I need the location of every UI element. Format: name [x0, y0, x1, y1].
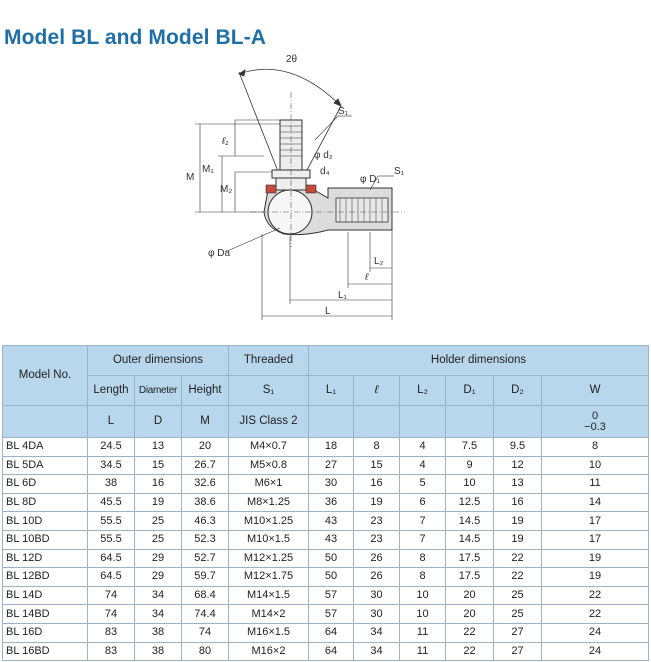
diameter-cell: 29 [135, 549, 182, 568]
table-row [3, 456, 649, 475]
model-no-cell: BL 5DA [3, 456, 88, 475]
model-blank-cell [3, 406, 88, 438]
phi-d1-label: φ D₁ [360, 174, 380, 185]
page-title: Model BL and Model BL-A [4, 26, 267, 49]
w-cell: 24 [542, 642, 649, 661]
l1-cell: 50 [309, 549, 354, 568]
d4-label: d₄ [320, 166, 330, 177]
diameter-cell: 16 [135, 475, 182, 494]
d2-cell: 22 [494, 568, 542, 587]
thread-cell: M6×1 [229, 475, 309, 494]
length-cell: 45.5 [88, 493, 135, 512]
w-cell: 10 [542, 456, 649, 475]
table-row [3, 512, 649, 531]
l2-cell: 7 [400, 512, 446, 531]
technical-drawing [180, 52, 420, 328]
d2-cell: 9.5 [494, 438, 542, 457]
thread-cell: M4×0.7 [229, 438, 309, 457]
d1-cell: 17.5 [446, 568, 494, 587]
table-row [3, 586, 649, 605]
ell-label: ℓ [365, 272, 369, 283]
w-cell: 19 [542, 549, 649, 568]
ell-blank-cell [354, 406, 400, 438]
diameter-cell: 25 [135, 530, 182, 549]
model-no-cell: BL 14D [3, 586, 88, 605]
table-row [3, 549, 649, 568]
d2-cell: 27 [494, 623, 542, 642]
length-cell: 34.5 [88, 456, 135, 475]
s1-side-label: S₁ [394, 166, 405, 177]
w-cell: 22 [542, 605, 649, 624]
d2-cell: 19 [494, 512, 542, 531]
l1-cell: 30 [309, 475, 354, 494]
w-cell: 24 [542, 623, 649, 642]
d1-blank-cell [446, 406, 494, 438]
l1-cell: 50 [309, 568, 354, 587]
length-cell: 83 [88, 623, 135, 642]
l1-cell: 36 [309, 493, 354, 512]
length-cell: 64.5 [88, 549, 135, 568]
height-cell: 68.4 [182, 586, 229, 605]
thread-cell: M5×0.8 [229, 456, 309, 475]
thread-cell: M14×2 [229, 605, 309, 624]
l2-header: L₂ [400, 376, 446, 406]
height-header: Height [182, 376, 229, 406]
d2-cell: 25 [494, 586, 542, 605]
table-row [3, 475, 649, 494]
l1-label: L₁ [338, 290, 347, 301]
angle-label: 2θ [286, 54, 298, 65]
diameter-cell: 15 [135, 456, 182, 475]
model-no-cell: BL 16D [3, 623, 88, 642]
l1-cell: 18 [309, 438, 354, 457]
d1-cell: 22 [446, 642, 494, 661]
d2-cell: 22 [494, 549, 542, 568]
height-cell: 80 [182, 642, 229, 661]
d1-cell: 20 [446, 605, 494, 624]
ell-cell: 26 [354, 568, 400, 587]
model-no-cell: BL 4DA [3, 438, 88, 457]
d1-cell: 22 [446, 623, 494, 642]
ell-cell: 26 [354, 549, 400, 568]
w-tolerance [542, 406, 649, 438]
height-cell: 74.4 [182, 605, 229, 624]
diameter-cell: 13 [135, 438, 182, 457]
height-cell: 59.7 [182, 568, 229, 587]
length-cell: 74 [88, 586, 135, 605]
dimensions-table [2, 345, 649, 661]
d1-cell: 10 [446, 475, 494, 494]
l2-cell: 4 [400, 456, 446, 475]
table-row [3, 493, 649, 512]
diameter-cell: 19 [135, 493, 182, 512]
height-cell: 26.7 [182, 456, 229, 475]
symbol-d: D [135, 406, 182, 438]
model-no-cell: BL 12D [3, 549, 88, 568]
w-cell: 22 [542, 586, 649, 605]
table-row [3, 438, 649, 457]
w-cell: 19 [542, 568, 649, 587]
w-tolerance-upper: 0 [591, 409, 599, 422]
thread-cell: M8×1.25 [229, 493, 309, 512]
length-cell: 64.5 [88, 568, 135, 587]
l1-cell: 43 [309, 512, 354, 531]
w-cell: 14 [542, 493, 649, 512]
threaded-header: Threaded [229, 346, 309, 376]
model-no-cell: BL 12BD [3, 568, 88, 587]
model-no-cell: BL 8D [3, 493, 88, 512]
d1-cell: 9 [446, 456, 494, 475]
w-cell: 11 [542, 475, 649, 494]
d2-cell: 13 [494, 475, 542, 494]
w-cell: 8 [542, 438, 649, 457]
m-label: M [186, 172, 195, 183]
thread-cell: M16×2 [229, 642, 309, 661]
d2-blank-cell [494, 406, 542, 438]
model-no-cell: BL 16BD [3, 642, 88, 661]
length-cell: 74 [88, 605, 135, 624]
ell-cell: 23 [354, 512, 400, 531]
d1-cell: 20 [446, 586, 494, 605]
l2-cell: 11 [400, 623, 446, 642]
l2-cell: 8 [400, 568, 446, 587]
jis-class-label: JIS Class 2 [229, 406, 309, 438]
diameter-header: Diameter [135, 376, 182, 406]
l1-cell: 57 [309, 605, 354, 624]
l1-cell: 27 [309, 456, 354, 475]
ell-cell: 8 [354, 438, 400, 457]
table-row [3, 605, 649, 624]
d2-header: D₂ [494, 376, 542, 406]
model-no-cell: BL 10BD [3, 530, 88, 549]
height-cell: 32.6 [182, 475, 229, 494]
l2-cell: 11 [400, 642, 446, 661]
height-cell: 74 [182, 623, 229, 642]
symbol-m: M [182, 406, 229, 438]
ell1-label: ℓ₁ [222, 136, 229, 147]
thread-cell: M12×1.25 [229, 549, 309, 568]
l1-header: L₁ [309, 376, 354, 406]
table-row [3, 568, 649, 587]
l2-cell: 8 [400, 549, 446, 568]
d2-cell: 25 [494, 605, 542, 624]
table-body [3, 438, 649, 661]
symbol-l: L [88, 406, 135, 438]
phi-d2-label: φ d₂ [314, 150, 333, 161]
d2-cell: 19 [494, 530, 542, 549]
l2-cell: 6 [400, 493, 446, 512]
model-no-cell: BL 14BD [3, 605, 88, 624]
l1-blank-cell [309, 406, 354, 438]
l2-blank-cell [400, 406, 446, 438]
d2-cell: 27 [494, 642, 542, 661]
w-cell: 17 [542, 512, 649, 531]
s1-header: S₁ [229, 376, 309, 406]
w-header: W [542, 376, 649, 406]
ell-cell: 34 [354, 642, 400, 661]
d1-cell: 14.5 [446, 530, 494, 549]
l1-cell: 64 [309, 623, 354, 642]
d1-header: D₁ [446, 376, 494, 406]
l2-cell: 10 [400, 605, 446, 624]
ell-cell: 16 [354, 475, 400, 494]
height-cell: 46.3 [182, 512, 229, 531]
height-cell: 52.3 [182, 530, 229, 549]
table-row [3, 530, 649, 549]
length-cell: 55.5 [88, 530, 135, 549]
d2-cell: 12 [494, 456, 542, 475]
l-label: L [325, 306, 331, 317]
thread-cell: M12×1.75 [229, 568, 309, 587]
ell-cell: 30 [354, 605, 400, 624]
ell-cell: 34 [354, 623, 400, 642]
l2-cell: 5 [400, 475, 446, 494]
model-no-cell: BL 6D [3, 475, 88, 494]
table-row [3, 642, 649, 661]
phi-da-label: φ Da [208, 248, 231, 259]
holder-dimensions-header: Holder dimensions [309, 346, 649, 376]
d2-cell: 16 [494, 493, 542, 512]
ell-cell: 23 [354, 530, 400, 549]
diameter-cell: 38 [135, 642, 182, 661]
table-row [3, 623, 649, 642]
length-cell: 55.5 [88, 512, 135, 531]
l1-cell: 57 [309, 586, 354, 605]
m1-label: M₁ [202, 164, 214, 175]
outer-dimensions-header: Outer dimensions [88, 346, 229, 376]
diameter-cell: 34 [135, 586, 182, 605]
ell-header: ℓ [354, 376, 400, 406]
height-cell: 20 [182, 438, 229, 457]
thread-cell: M14×1.5 [229, 586, 309, 605]
m2-label: M₂ [220, 184, 233, 195]
diameter-cell: 34 [135, 605, 182, 624]
s1-top-label: S₁ [338, 106, 349, 117]
length-cell: 83 [88, 642, 135, 661]
ell-cell: 19 [354, 493, 400, 512]
d1-cell: 7.5 [446, 438, 494, 457]
length-cell: 38 [88, 475, 135, 494]
holder-body [264, 185, 392, 235]
thread-cell: M10×1.25 [229, 512, 309, 531]
d1-cell: 12.5 [446, 493, 494, 512]
diameter-cell: 25 [135, 512, 182, 531]
diameter-cell: 29 [135, 568, 182, 587]
l2-cell: 4 [400, 438, 446, 457]
d1-cell: 14.5 [446, 512, 494, 531]
height-cell: 38.6 [182, 493, 229, 512]
diameter-cell: 38 [135, 623, 182, 642]
model-no-header: Model No. [3, 346, 88, 406]
model-no-cell: BL 10D [3, 512, 88, 531]
l1-cell: 43 [309, 530, 354, 549]
l2-cell: 7 [400, 530, 446, 549]
w-tolerance-lower: −0.3 [584, 420, 606, 433]
length-header: Length [88, 376, 135, 406]
length-cell: 24.5 [88, 438, 135, 457]
d1-cell: 17.5 [446, 549, 494, 568]
l2-cell: 10 [400, 586, 446, 605]
thread-cell: M10×1.5 [229, 530, 309, 549]
thread-cell: M16×1.5 [229, 623, 309, 642]
l1-cell: 64 [309, 642, 354, 661]
w-cell: 17 [542, 530, 649, 549]
l2-label: L₂ [374, 256, 384, 267]
height-cell: 52.7 [182, 549, 229, 568]
ell-cell: 30 [354, 586, 400, 605]
ell-cell: 15 [354, 456, 400, 475]
